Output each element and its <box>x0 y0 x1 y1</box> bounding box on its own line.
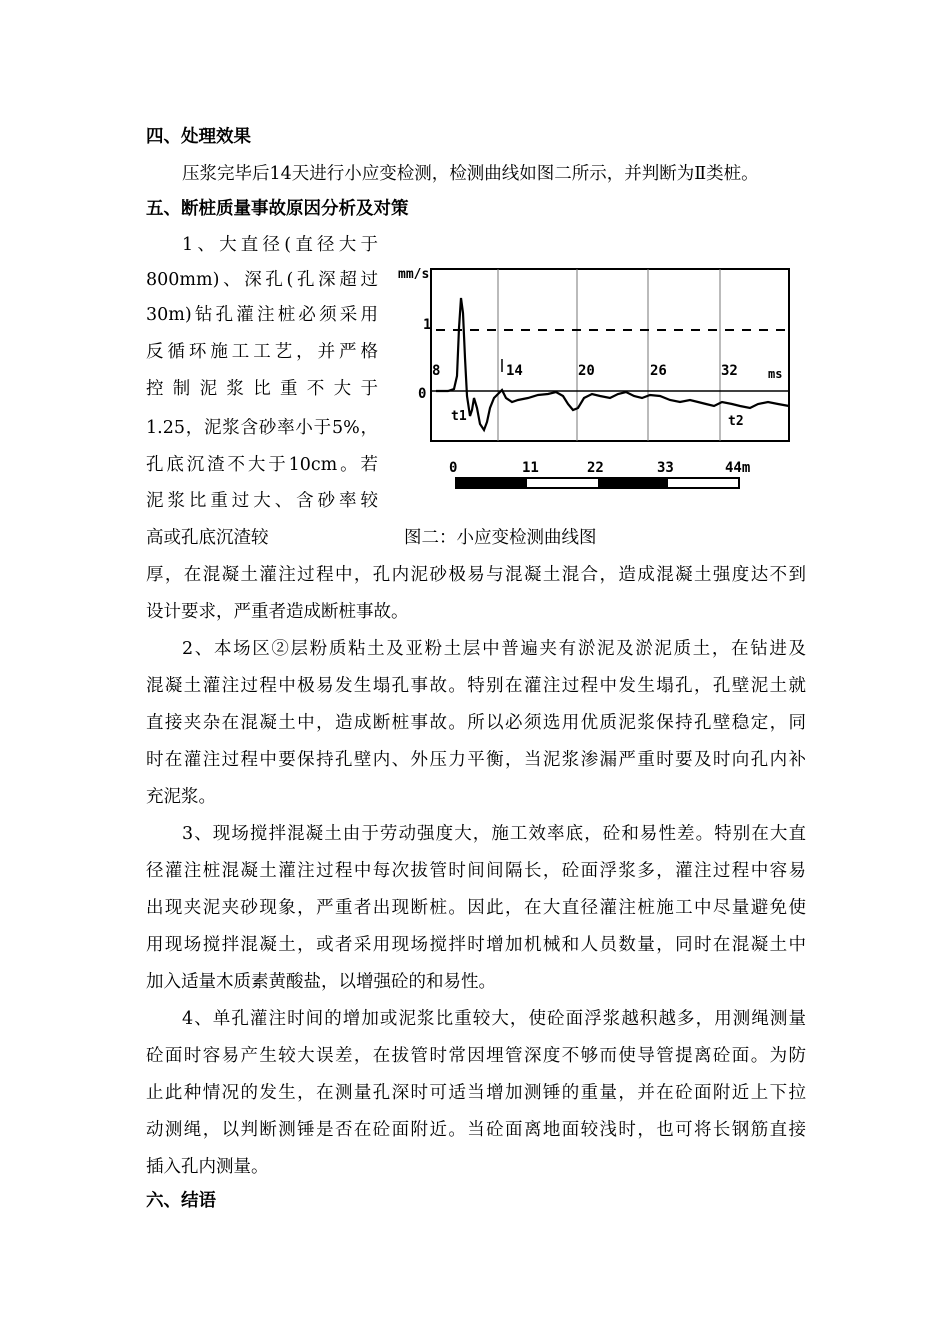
item4-line-2: 砼面时容易产生较大误差，在拔管时常因埋管深度不够而使导管提离砼面。为防 <box>146 1046 806 1066</box>
pile-integrity-test-figure <box>398 258 808 496</box>
item1-line-5: 控制泥浆比重不大于 <box>146 379 378 399</box>
time-tick-32: 32 <box>721 363 738 379</box>
y-unit-label: mm/s <box>398 267 430 282</box>
time-unit-label: ms <box>768 367 783 381</box>
item2-line-5: 充泥浆。 <box>146 787 216 807</box>
item1-line-7: 孔底沉渣不大于10cm。若 <box>146 455 378 475</box>
t1-label: t1 <box>451 409 467 424</box>
item2-line-3: 直接夹杂在混凝土中，造成断桩事故。所以必须选用优质泥浆保持孔壁稳定，同 <box>146 713 806 733</box>
item4-line-1: 4、单孔灌注时间的增加或泥浆比重较大，使砼面浮浆越积越多，用测绳测量 <box>182 1009 806 1029</box>
item1-cont-line-1: 厚，在混凝土灌注过程中，孔内泥砂极易与混凝土混合，造成混凝土强度达不到 <box>146 565 806 585</box>
item3-line-3: 出现夹泥夹砂现象，严重者出现断桩。因此，在大直径灌注桩施工中尽量避免使 <box>146 898 806 918</box>
time-tick-8: 8 <box>432 363 441 379</box>
time-tick-14: 14 <box>506 363 523 379</box>
item1-line-6: 1.25，泥浆含砂率小于5%， <box>146 418 378 438</box>
item3-line-1: 3、现场搅拌混凝土由于劳动强度大，施工效率底，砼和易性差。特别在大直 <box>182 824 806 844</box>
item3-line-4: 用现场搅拌混凝土，或者采用现场搅拌时增加机械和人员数量，同时在混凝土中 <box>146 935 806 955</box>
item1-cont-line-2: 设计要求，严重者造成断桩事故。 <box>146 602 409 622</box>
t2-label: t2 <box>728 414 744 429</box>
item1-line-9: 高或孔底沉渣较 <box>146 528 269 548</box>
time-tick-26: 26 <box>650 363 667 379</box>
item4-line-3: 止此种情况的发生，在测量孔深时可适当增加测锤的重量，并在砼面附近上下拉 <box>146 1083 806 1103</box>
item2-line-4: 时在灌注过程中要保持孔壁内、外压力平衡，当泥浆渗漏严重时要及时向孔内补 <box>146 750 806 770</box>
vertical-gridlines <box>498 269 720 441</box>
item1-line-3: 30m)钻孔灌注桩必须采用 <box>146 305 378 325</box>
depth-tick-0: 0 <box>449 460 458 476</box>
section-4-heading: 四、处理效果 <box>146 127 251 147</box>
item1-line-2: 800mm)、深孔(孔深超过 <box>146 270 378 290</box>
depth-tick-44m: 44m <box>725 460 751 476</box>
section-5-heading: 五、断桩质量事故原因分析及对策 <box>146 199 409 219</box>
depth-tick-33: 33 <box>657 460 674 476</box>
time-tick-20: 20 <box>578 363 595 379</box>
item4-line-4: 动测绳，以判断测锤是否在砼面附近。当砼面离地面较浅时，也可将长钢筋直接 <box>146 1120 806 1140</box>
depth-tick-11: 11 <box>522 460 539 476</box>
item4-line-5: 插入孔内测量。 <box>146 1157 269 1177</box>
item1-line-4: 反循环施工工艺，并严格 <box>146 342 378 362</box>
item2-line-1: 2、本场区②层粉质粘土及亚粉土层中普遍夹有淤泥及淤泥质土，在钻进及 <box>182 639 806 659</box>
section-6-heading: 六、结语 <box>146 1191 216 1211</box>
y-tick-1: 1 <box>423 317 432 333</box>
item2-line-2: 混凝土灌注过程中极易发生塌孔事故。特别在灌注过程中发生塌孔，孔壁泥土就 <box>146 676 806 696</box>
item3-line-5: 加入适量木质素黄酸盐，以增强砼的和易性。 <box>146 972 496 992</box>
section-4-paragraph: 压浆完毕后14天进行小应变检测，检测曲线如图二所示，并判断为Ⅱ类桩。 <box>182 164 759 184</box>
depth-tick-22: 22 <box>587 460 604 476</box>
figure-caption: 图二：小应变检测曲线图 <box>404 528 597 548</box>
item1-line-8: 泥浆比重过大、含砂率较 <box>146 491 378 511</box>
depth-scale-bar <box>456 478 739 488</box>
item3-line-2: 径灌注桩混凝土灌注过程中每次拔管时间间隔长，砼面浮浆多，灌注过程中容易 <box>146 861 806 881</box>
item1-line-1: 1、大直径(直径大于 <box>182 235 378 255</box>
y-tick-0: 0 <box>418 386 427 402</box>
